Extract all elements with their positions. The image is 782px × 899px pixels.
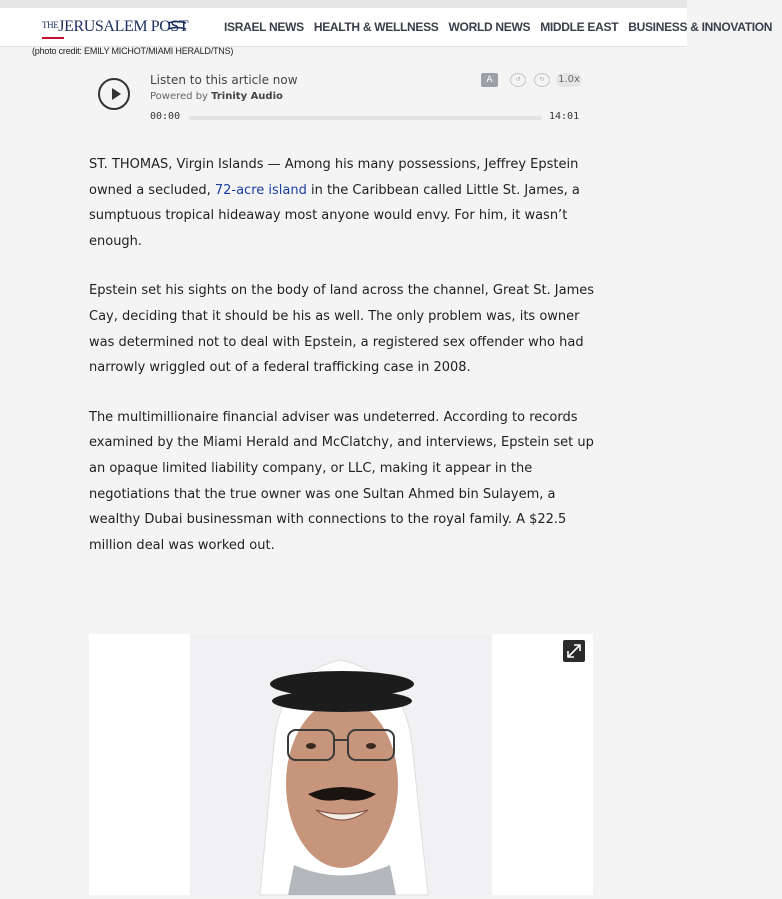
photo-credit: (photo credit: EMILY MICHOT/MIAMI HERALD/TNS) [32,46,234,56]
audio-progress-bar[interactable] [189,116,542,120]
logo-accent [42,37,64,39]
main-nav [224,8,782,46]
site-logo[interactable] [42,16,190,38]
article-paragraph-2: Epstein set his sights on the body of land across the channel, Great St. James Cay, deciding that it should be his as well. The only problem was, its owner was determined not to deal with Epstein, a registered sex offender who had narrowly wriggled out of a federal trafficking case in 2008. [89,283,595,376]
audio-title: Listen to this article now [150,73,298,87]
paragraph-1-text-start: ST. THOMAS, Virgin Islands — Among his many possessions, Jeffrey Epstein owned a secluded, [89,157,579,198]
logo-text: JERUSALEM POST [58,18,189,35]
audio-total-time: 14:01 [549,111,580,122]
article-paragraph-1 [89,152,599,254]
audio-current-time: 00:00 [150,111,181,122]
nav-business-innovation[interactable]: BUSINESS & INNOVATION [628,20,773,34]
expand-icon [563,640,585,662]
powered-brand[interactable]: Trinity Audio [211,91,283,102]
island-link[interactable]: 72-acre island [214,182,307,198]
audio-player [90,66,590,132]
article-figure [89,634,593,895]
play-icon [112,88,121,100]
article-body [89,152,599,582]
nav-israel-news[interactable]: ISRAEL NEWS [224,20,304,34]
site-header [0,8,773,47]
paragraph-1-text-end: in the Caribbean called Little St. James, a sumptuous tropical hideaway most anyone would envy. For him, it wasn’t enough. [89,182,580,249]
nav-world-news[interactable]: WORLD NEWS [448,20,531,34]
logo-prefix: THE [42,20,59,30]
forward-10-icon[interactable]: ↻ [534,73,550,87]
article-paragraph-3: The multimillionaire financial adviser was undeterred. According to records examined by the Miami Herald and McClatchy, and interviews, Epstein set up an opaque limited liability company, or LLC, making it appear in the negotiations that the true owner was one Sultan Ahmed bin Sulayem, a wealthy Dubai businessman with connections to the royal family. A $22.5 million deal was worked out. [89,409,594,553]
audio-powered-by [150,91,283,102]
playback-speed-button[interactable]: 1.0x [556,73,582,87]
portrait-illustration [190,634,492,895]
flag-icon [168,20,186,32]
powered-prefix: Powered by [150,91,208,102]
expand-button[interactable] [563,640,585,662]
rewind-10-icon[interactable]: ↺ [510,73,526,87]
nav-health-wellness[interactable]: HEALTH & WELLNESS [313,20,439,34]
play-button[interactable] [98,78,130,110]
browser-top-strip [0,0,687,8]
translate-icon[interactable]: A [481,73,498,87]
nav-middle-east[interactable]: MIDDLE EAST [540,20,619,34]
article-photo[interactable] [190,634,492,895]
